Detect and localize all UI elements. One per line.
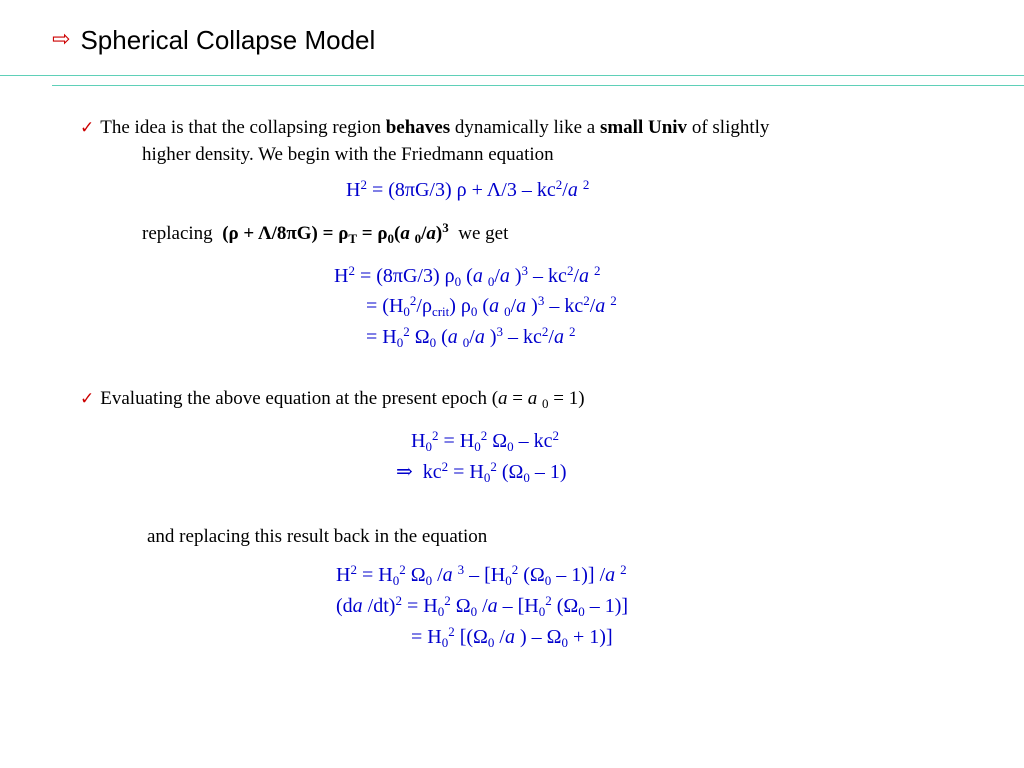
checkmark-icon: ✓: [80, 389, 95, 409]
block1-line2: = $(H_0^2/\rho_{crit})$ $\rho_0$ (a $_0$/a )$^3 - kc^2/a$ $^2$: [366, 293, 617, 319]
bullet1-bold-small-univ: small Univ: [599, 117, 688, 138]
bullet1-text-part3: of slightly: [687, 117, 770, 138]
block1-line3: = $H_0^2$ $\Omega_0$ (a $_0$/a )$^3 - kc^2/a$ $^2$: [366, 324, 576, 350]
block1-line1: $H^2 = (8\pi G/3)$ $\rho_0$ (a $_0$/a )$^3 - kc^2/a$ $^2$: [334, 263, 601, 289]
title-text: Spherical Collapse Model: [80, 24, 376, 55]
bullet-friedmann-intro: [80, 114, 960, 142]
bullet1-text-part1: The idea is that the collapsing region: [100, 117, 386, 138]
title-divider-secondary: [52, 85, 1024, 86]
replacing-line: [142, 220, 508, 247]
present-epoch-line1: $H_0^2 = H_0^2$ $\Omega_0 - kc^2$: [411, 428, 559, 454]
replacing-expression: $(\rho + \Lambda/8\pi G) = \rho_T = \rho_0(a$ $_0$/a)$^3$: [222, 220, 449, 246]
final-line3: = $H_0^2$ [($\Omega_0$ /a ) – $\Omega_0 + 1$)]: [411, 624, 613, 650]
bullet-present-epoch: ✓ Evaluating the above equation at the present epoch (a = a $_0$ = 1): [80, 388, 585, 411]
slide-title: [52, 20, 375, 60]
we-get-label: we get: [458, 223, 509, 244]
present-epoch-line2: ⇒ $kc^2 = H_0^2$ $(\Omega_0 - 1)$: [396, 459, 567, 485]
replacing-back-text: and replacing this result back in the equation: [147, 526, 488, 547]
bullet1-text-part2: dynamically like a: [450, 117, 600, 138]
final-line1: $H^2 = H_0^2$ $\Omega_0$ /a $^3 - [H_0^2$ $(\Omega_0 - 1)$] /a $^2$: [336, 562, 627, 588]
final-line2: (da $/dt)^2 = H_0^2$ $\Omega_0$ $/a - [H_0^2$ $(\Omega_0 - 1)$]: [336, 593, 629, 619]
bullet1-line2: higher density. We begin with the Friedmann equation: [142, 144, 554, 165]
bullet1-bold-behaves: behaves: [385, 117, 451, 138]
title-divider: [0, 75, 1024, 76]
checkmark-icon: ✓: [80, 118, 95, 138]
right-arrow-icon: ⇨: [52, 27, 71, 52]
replacing-label: replacing: [142, 223, 213, 244]
friedmann-equation: $H^2 = (8\pi G/3) \rho + \Lambda/3 - kc^2/a$ $^2$: [346, 177, 590, 201]
